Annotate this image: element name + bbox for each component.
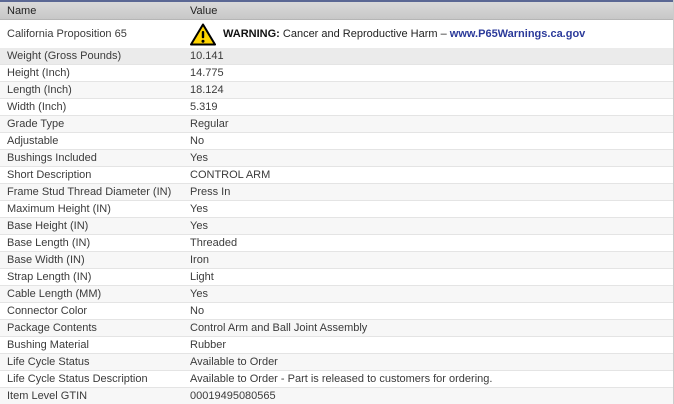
row-name: Cable Length (MM) (7, 288, 102, 300)
row-name: Maximum Height (IN) (7, 203, 111, 215)
row-value: Iron (190, 254, 209, 266)
table-row (0, 116, 673, 133)
row-name: Frame Stud Thread Diameter (IN) (7, 186, 172, 198)
row-value: No (190, 135, 205, 147)
table-row (0, 235, 673, 252)
table-row (0, 201, 673, 218)
table-row (0, 48, 673, 65)
row-value: Control Arm and Ball Joint Assembly (190, 322, 368, 334)
row-name: Base Height (IN) (7, 220, 89, 232)
row-name: Height (Inch) (7, 67, 70, 79)
row-value: Rubber (190, 339, 227, 351)
warning-triangle-icon (190, 23, 216, 46)
row-name: Life Cycle Status (7, 356, 90, 368)
row-name: Strap Length (IN) (7, 271, 92, 283)
row-name: Item Level GTIN (7, 390, 88, 402)
table-row (0, 337, 673, 354)
row-name: Adjustable (7, 135, 59, 147)
row-name: Length (Inch) (7, 84, 72, 96)
rows-container (0, 48, 673, 404)
row-value: Available to Order - Part is released to customers for ordering. (190, 373, 493, 385)
table-row (0, 184, 673, 201)
row-value: Press In (190, 186, 231, 198)
row-name: Package Contents (7, 322, 97, 334)
row-value: Light (190, 271, 214, 283)
row-name: Width (Inch) (7, 101, 67, 113)
row-value: Yes (190, 152, 208, 164)
row-name: Connector Color (7, 305, 88, 317)
row-value: No (190, 305, 205, 317)
row-value: CONTROL ARM (190, 169, 271, 181)
row-value: Threaded (190, 237, 238, 249)
warning-label: WARNING: (223, 28, 280, 40)
table-row (0, 167, 673, 184)
table-row (0, 218, 673, 235)
table-row (0, 150, 673, 167)
prop65-warning (190, 23, 673, 46)
row-value: 00019495080565 (190, 390, 276, 402)
row-value: Yes (190, 203, 208, 215)
table-row (0, 286, 673, 303)
table-row (0, 388, 673, 404)
table-row (0, 354, 673, 371)
p65-warnings-link[interactable]: www.P65Warnings.ca.gov (449, 28, 586, 40)
table-row (0, 252, 673, 269)
table-row (0, 371, 673, 388)
row-name: Base Length (IN) (7, 237, 91, 249)
row-value: Yes (190, 220, 208, 232)
table-header (0, 2, 673, 20)
table-row (0, 82, 673, 99)
row-value: Yes (190, 288, 208, 300)
row-value: 18.124 (190, 84, 224, 96)
row-value: Regular (190, 118, 229, 130)
row-name: Bushings Included (7, 152, 97, 164)
row-name: Life Cycle Status Description (7, 373, 148, 385)
prop65-row (0, 20, 673, 48)
row-name: Grade Type (7, 118, 65, 130)
row-name: Base Width (IN) (7, 254, 85, 266)
table-row (0, 320, 673, 337)
row-value: 10.141 (190, 50, 224, 62)
row-value: Available to Order (190, 356, 278, 368)
row-name: Short Description (7, 169, 92, 181)
row-name: Bushing Material (7, 339, 89, 351)
row-name: Weight (Gross Pounds) (7, 50, 122, 62)
column-header-name: Name (7, 4, 37, 17)
row-name: California Proposition 65 (7, 28, 127, 40)
warning-text: Cancer and Reproductive Harm – (279, 28, 450, 40)
table-row (0, 65, 673, 82)
row-value: 14.775 (190, 67, 224, 79)
table-row (0, 303, 673, 320)
table-row (0, 99, 673, 116)
table-row (0, 133, 673, 150)
table-row (0, 269, 673, 286)
column-header-value: Value (190, 4, 218, 17)
row-value: 5.319 (190, 101, 218, 113)
